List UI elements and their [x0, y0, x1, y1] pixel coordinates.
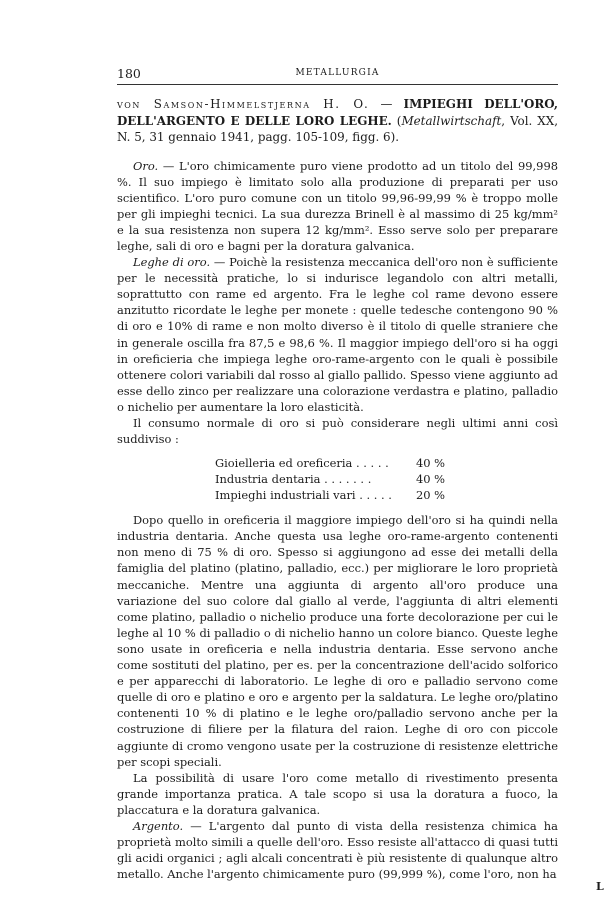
table-row	[215, 487, 445, 503]
consumption-label: Gioielleria ed oreficeria . . . . .	[215, 456, 389, 471]
table-row	[215, 455, 445, 471]
paragraph-text: La possibilità di usare l'oro come metallo di rivestimento presenta grande importanza pratica. A tale scopo si usa la doratura a fuoco, la placcatura e la doratura galvanica.	[117, 770, 558, 817]
article-body	[117, 96, 558, 882]
page-number: 180	[117, 66, 141, 81]
reference-authors: von Samson-Himmelstjerna H. O.	[117, 97, 370, 111]
consumption-label: Impieghi industriali vari . . . . .	[215, 488, 392, 503]
consumption-label: Industria dentaria . . . . . . .	[215, 472, 372, 487]
paragraph-leghe-di-oro	[117, 254, 558, 415]
consumption-value: 40 %	[415, 456, 445, 471]
reference-details: , Vol. XX, N. 5, 31 gennaio 1941, pagg. 105-109, figg. 6).	[117, 113, 559, 144]
bibliographic-reference: von Samson-Himmelstjerna H. O. — IMPIEGHI DELL'ORO, DELL'ARGENTO E DELLE LORO LEGHE. (Metallwirtschaft, Vol. XX, N. 5, 31 gennaio 1941, pagg. 105-109, figg. 6).	[117, 97, 559, 144]
running-title: METALLURGIA	[295, 68, 380, 78]
paragraph-text: Dopo quello in oreficeria il maggiore impiego dell'oro si ha quindi nella industria dentaria. Anche questa usa leghe oro-rame-argento contenenti non meno di 75 % di oro. Spesso si aggiungono ad esse dei metalli della famiglia del platino (platino, palladio, ecc.) per migliorare le loro proprietà meccaniche. Mentre una aggiunta di argento all'oro produce una variazione del suo colore dal giallo al verde, l'aggiunta di altri elementi come platino, palladio o nichelio produce una forte decolorazione per cui le leghe al 10 % di palladio o di nichelio hanno un colore bianco. Queste leghe sono usate in oreficeria e nella industria dentaria. Esse servono anche come sostituti del platino, per es. per la concentrazione dell'acido solforico e per apparecchi di laboratorio. Le leghe di oro e palladio servono come quelle di oro e platino e oro e argento per la saldatura. Le leghe oro/platino contenenti 10 % di platino e le leghe oro/palladio servono anche per la costruzione di filiere per la filatura del raion. Leghe di oro con piccole aggiunte di cromo vengono usate per la costruzione di resistenze elettriche per scopi speciali.	[117, 513, 558, 769]
paragraph-consumo	[117, 415, 558, 447]
consumption-value: 20 %	[415, 488, 445, 503]
consumption-value: 40 %	[415, 472, 445, 487]
paragraph-text: — L'argento dal punto di vista della resistenza chimica ha proprietà molto simili a quelle dell'oro. Esso resiste all'attacco di quasi tutti gli acidi organici ; agli alcali concentrati è più resistente di qualunque altro metallo. Anche l'argento chimicamente puro (99,999 %), come l'oro, non ha	[117, 818, 558, 882]
reference-journal: Metallwirtschaft	[401, 113, 502, 128]
paragraph-industria-dentaria	[117, 512, 558, 770]
section-lead: Oro.	[133, 158, 159, 173]
paragraph-argento	[117, 818, 558, 882]
paragraph-text: — L'oro chimicamente puro viene prodotto ad un titolo del 99,998 %. Il suo impiego è limitato solo alla produzione di preparati per uso scientifico. L'oro puro comune con un titolo 99,96-99,99 % è troppo molle per gli impieghi tecnici. La sua durezza Brinell è al massimo di 25 kg/mm² e la sua resistenza non supera 12 kg/mm². Esso serve solo per preparare leghe, sali di oro e bagni per la doratura galvanica.	[117, 158, 558, 253]
table-row	[215, 471, 445, 487]
paragraph-rivestimento	[117, 770, 558, 818]
header-rule	[117, 84, 558, 85]
corner-mark: L	[596, 880, 604, 893]
paragraph-text: — Poichè la resistenza meccanica dell'oro non è sufficiente per le necessità pratiche, lo si indurisce legandolo con altri metalli, soprattutto con rame ed argento. Fra le leghe col rame devono essere anzitutto ricordate le leghe per monete : quelle tedesche contengono 90 % di oro e 10% di rame e non molto diverso è il titolo di quelle straniere che in generale oscilla fra 87,5 e 98,6 %. Il maggior impiego dell'oro si ha oggi in oreficieria che impiega leghe oro-rame-argento con le quali è possibile ottenere colori variabili dal rosso al giallo pallido. Spesso viene aggiunto ad esse dello zinco per realizzare una colorazione verdastra e platino, palladio o nichelio per aumentare la loro elasticità.	[117, 255, 558, 414]
consumption-table	[215, 455, 445, 503]
reference-dash: —	[369, 97, 404, 111]
paragraph-oro	[117, 158, 558, 255]
reference-title: IMPIEGHI DELL'ORO, DELL'ARGENTO E DELLE LORO LEGHE.	[117, 97, 558, 128]
section-lead: Argento.	[133, 818, 184, 833]
section-lead: Leghe di oro.	[133, 255, 211, 270]
paragraph-text: Il consumo normale di oro si può considerare negli ultimi anni così suddiviso :	[117, 416, 558, 447]
